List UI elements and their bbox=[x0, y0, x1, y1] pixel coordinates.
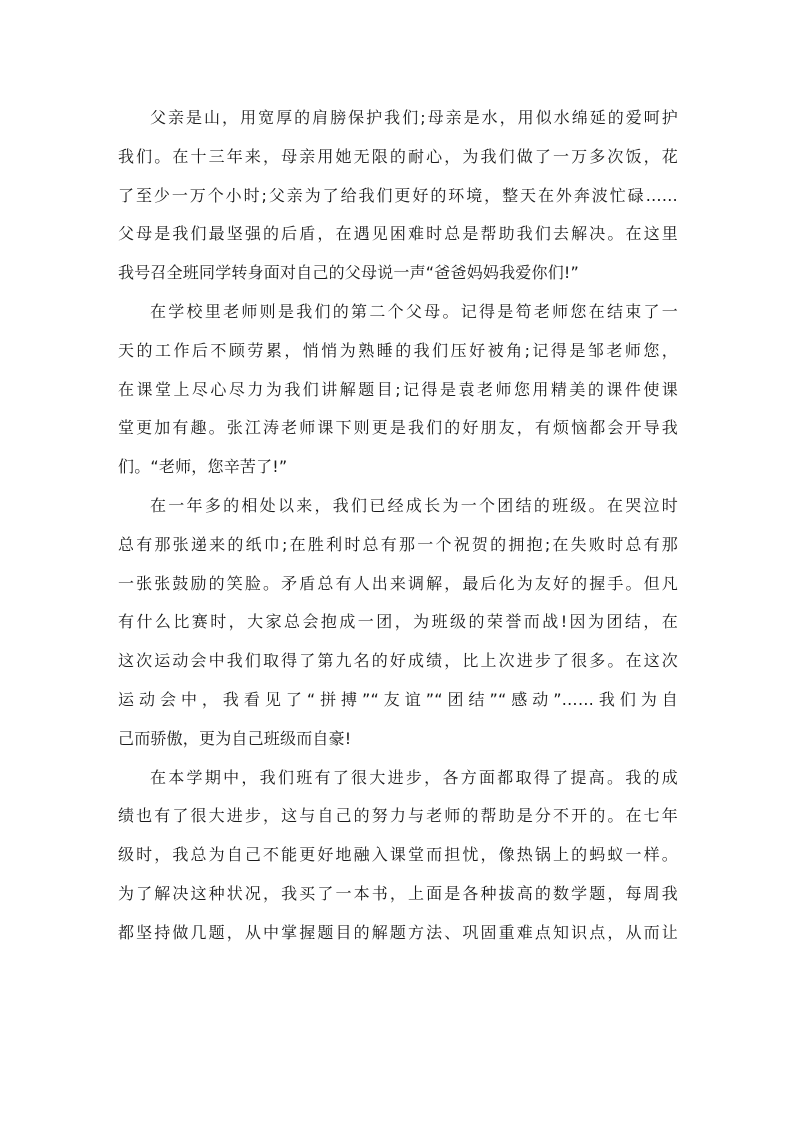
paragraph-line: 这次运动会中我们取得了第九名的好成绩，比上次进步了很多。在这次 bbox=[118, 651, 678, 671]
paragraph-line: 在课堂上尽心尽力为我们讲解题目;记得是袁老师您用精美的课件使课 bbox=[118, 379, 678, 399]
paragraph-progress bbox=[118, 759, 678, 953]
paragraph-line: 了至少一万个小时;父亲为了给我们更好的环境，整天在外奔波忙碌…… bbox=[118, 185, 678, 205]
paragraph-line: 们。“老师，您辛苦了!” bbox=[118, 457, 288, 477]
paragraph-line: 我们。在十三年来，母亲用她无限的耐心，为我们做了一万多次饭，花 bbox=[118, 146, 678, 166]
paragraph-line: 天的工作后不顾劳累，悄悄为熟睡的我们压好被角;记得是邹老师您， bbox=[118, 340, 678, 360]
paragraph-line: 总有那张递来的纸巾;在胜利时总有那一个祝贺的拥抱;在失败时总有那 bbox=[118, 534, 678, 554]
paragraph-line: 父亲是山，用宽厚的肩膀保护我们;母亲是水，用似水绵延的爱呵护 bbox=[150, 108, 678, 127]
paragraph-line: 己而骄傲，更为自己班级而自豪! bbox=[118, 728, 352, 748]
paragraph-line: 父母是我们最坚强的后盾，在遇见困难时总是帮助我们去解决。在这里 bbox=[118, 224, 678, 244]
paragraph-line: 为了解决这种状况，我买了一本书，上面是各种拔高的数学题，每周我 bbox=[118, 883, 678, 903]
paragraph-line: 在一年多的相处以来，我们已经成长为一个团结的班级。在哭泣时 bbox=[150, 495, 678, 515]
paragraph-line: 绩也有了很大进步，这与自己的努力与老师的帮助是分不开的。在七年 bbox=[118, 806, 678, 826]
paragraph-line: 堂更加有趣。张江涛老师课下则更是我们的好朋友，有烦恼都会开导我 bbox=[118, 418, 678, 438]
document-body bbox=[118, 99, 678, 953]
paragraph-teachers bbox=[118, 293, 678, 487]
paragraph-line: 有什么比赛时，大家总会抱成一团，为班级的荣誉而战!因为团结，在 bbox=[118, 612, 678, 632]
paragraph-line: 级时，我总为自己不能更好地融入课堂而担忧，像热锅上的蚂蚁一样。 bbox=[118, 845, 678, 865]
paragraph-parents bbox=[118, 99, 678, 293]
paragraph-line: 我号召全班同学转身面对自己的父母说一声“爸爸妈妈我爱你们!” bbox=[118, 263, 579, 283]
paragraph-line: 运动会中，我看见了“拼搏”“友谊”“团结”“感动”……我们为自 bbox=[118, 689, 678, 709]
paragraph-line: 在学校里老师则是我们的第二个父母。记得是笱老师您在结束了一 bbox=[150, 301, 678, 321]
paragraph-line: 都坚持做几题，从中掌握题目的解题方法、巩固重难点知识点，从而让 bbox=[118, 922, 678, 942]
paragraph-line: 在本学期中，我们班有了很大进步，各方面都取得了提高。我的成 bbox=[150, 767, 678, 787]
paragraph-class-unity bbox=[118, 487, 678, 759]
paragraph-line: 一张张鼓励的笑脸。矛盾总有人出来调解，最后化为友好的握手。但凡 bbox=[118, 573, 678, 593]
